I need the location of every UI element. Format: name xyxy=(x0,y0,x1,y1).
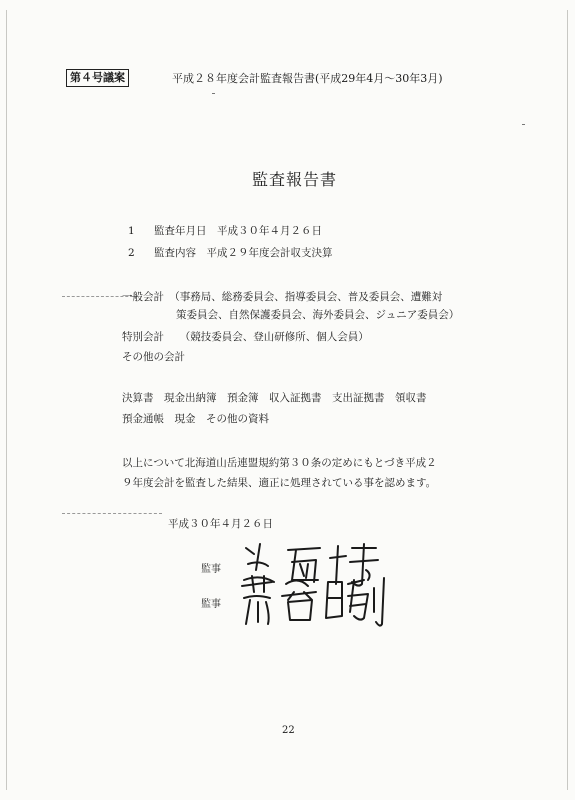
general-account-line: 一般会計 （事務局、総務委員会、指導委員会、普及委員会、遭難対 xyxy=(122,291,443,303)
report-header-title: 平成２８年度会計監査報告書(平成29年4月～30年3月) xyxy=(172,72,443,85)
scan-mark xyxy=(212,93,215,94)
item-audit-content xyxy=(128,246,333,260)
document-title: 監査報告書 xyxy=(252,170,338,189)
item-text: 監査年月日 平成３０年４月２６日 xyxy=(154,225,322,237)
page-number: 22 xyxy=(282,725,295,736)
auditor-signature-2 xyxy=(238,572,398,630)
auditor-label: 監事 xyxy=(201,564,221,575)
item-audit-date xyxy=(128,224,322,238)
conclusion-line-2: ９年度会計を監査した結果、適正に処理されている事を認めます。 xyxy=(122,477,437,489)
item-text: 監査内容 平成２９年度会計収支決算 xyxy=(154,247,333,259)
item-number: 1 xyxy=(128,225,135,237)
other-account-line: その他の会計 xyxy=(122,351,185,363)
special-account-line: 特別会計 （競技委員会、登山研修所、個人会員） xyxy=(122,331,369,343)
conclusion-line-1: 以上について北海道山岳連盟規約第３０条の定めにもとづき平成２ xyxy=(122,457,437,469)
report-date: 平成３０年４月２６日 xyxy=(168,518,273,530)
documents-list-line-2: 預金通帳 現金 その他の資料 xyxy=(122,413,269,425)
scan-edge-left xyxy=(6,10,7,790)
dashed-rule xyxy=(62,513,162,514)
general-account-continued: 策委員会、自然保護委員会、海外委員会、ジュニア委員会） xyxy=(176,309,460,321)
auditor-label: 監事 xyxy=(201,599,221,610)
documents-list-line-1: 決算書 現金出納簿 預金簿 収入証拠書 支出証拠書 領収書 xyxy=(122,392,427,404)
agenda-number-label: 第４号議案 xyxy=(66,69,129,87)
scan-mark xyxy=(522,124,525,125)
scan-edge-right xyxy=(567,10,568,790)
item-number: 2 xyxy=(128,247,135,259)
